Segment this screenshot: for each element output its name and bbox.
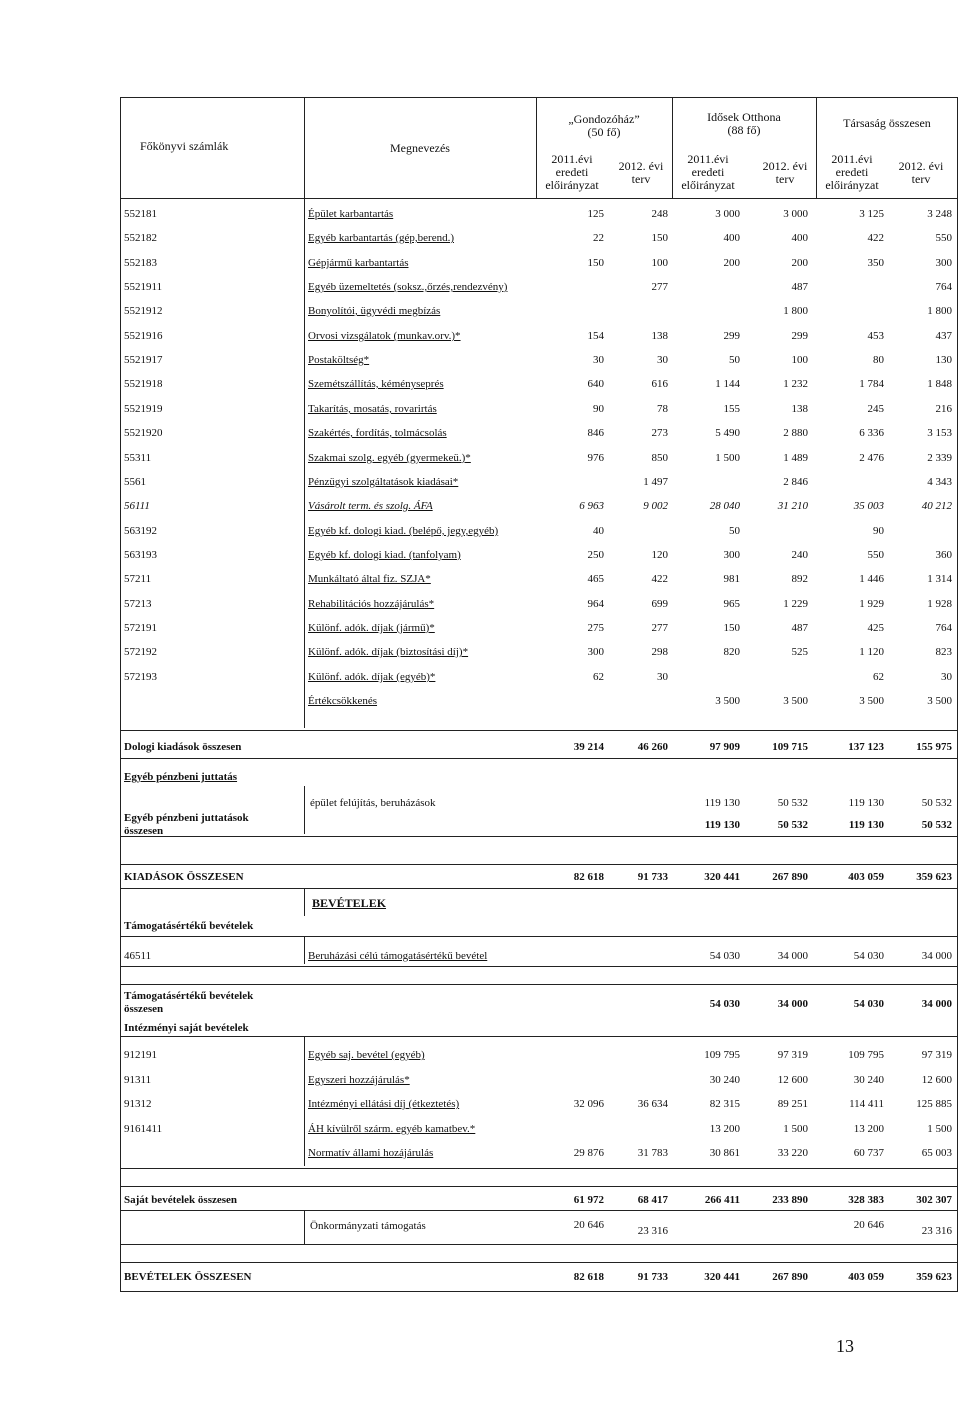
value-cell: 28 040	[709, 500, 740, 512]
value-cell: 32 096	[573, 1098, 604, 1110]
value-cell: 200	[791, 257, 808, 269]
subheader-year2: 2012. évi	[898, 159, 944, 173]
value-cell: 40	[593, 525, 604, 537]
egyeb-item: épület felújítás, beruházások	[310, 797, 436, 809]
subheader-year1: 2011.évi	[551, 152, 593, 166]
row-name: Rehabilitációs hozzájárulás*	[308, 598, 435, 610]
value-cell: 422	[867, 232, 884, 244]
value-cell: 892	[791, 573, 808, 585]
row-divider	[120, 888, 958, 889]
value-cell: 125 885	[916, 1098, 952, 1110]
account-code: 55311	[124, 452, 152, 464]
value-cell: 12 600	[921, 1074, 952, 1086]
value-cell: 1 314	[927, 573, 952, 585]
value-cell: 109 795	[704, 1049, 740, 1061]
row-name: Szakmai szolg. egyéb (gyermekeü.)*	[308, 452, 471, 464]
value-cell: 1 500	[927, 1123, 952, 1135]
subheader-year2: 2012. évi	[618, 159, 664, 173]
value-cell: 35 003	[853, 500, 884, 512]
value-cell: 109 795	[848, 1049, 884, 1061]
value-cell: 359 623	[916, 1271, 952, 1283]
value-cell: 61 972	[573, 1194, 604, 1206]
value-cell: 550	[867, 549, 884, 561]
row-name: Különf. adók. díjak (jármű)*	[308, 622, 435, 634]
value-cell: 1 800	[783, 305, 808, 317]
row-divider	[120, 758, 958, 759]
value-cell: 20 646	[853, 1219, 884, 1231]
value-cell: 23 316	[637, 1225, 668, 1237]
value-cell: 400	[723, 232, 740, 244]
account-code: 5521916	[124, 330, 163, 342]
tamogatas-heading: Támogatásértékű bevételek	[124, 920, 254, 932]
row-divider	[120, 864, 958, 865]
value-cell: 266 411	[704, 1194, 740, 1206]
value-cell: 273	[651, 427, 668, 439]
account-code: 552183	[124, 257, 157, 269]
value-cell: 34 000	[777, 998, 808, 1010]
row-name: ÁH kívülről szárm. egyéb kamatbev.*	[308, 1123, 476, 1135]
value-cell: 300	[723, 549, 740, 561]
value-cell: 1 144	[715, 378, 740, 390]
value-cell: 150	[587, 257, 604, 269]
value-cell: 764	[935, 622, 952, 634]
value-cell: 1 848	[927, 378, 952, 390]
value-cell: 2 846	[783, 476, 808, 488]
header-group1: „Gondozóház”	[568, 112, 640, 126]
value-cell: 155	[723, 403, 740, 415]
value-cell: 2 339	[927, 452, 952, 464]
value-cell: 425	[867, 622, 884, 634]
value-cell: 245	[867, 403, 884, 415]
value-cell: 1 497	[643, 476, 668, 488]
value-cell: 100	[791, 354, 808, 366]
value-cell: 359 623	[916, 871, 952, 883]
value-cell: 23 316	[921, 1225, 952, 1237]
row-name: Egyszeri hozzájárulás*	[308, 1074, 410, 1086]
value-cell: 1 800	[927, 305, 952, 317]
value-cell: 302 307	[916, 1194, 952, 1206]
value-cell: 54 030	[709, 950, 740, 962]
value-cell: 300	[935, 257, 952, 269]
value-cell: 78	[657, 403, 668, 415]
row-name: Vásárolt term. és szolg. ÁFA	[308, 500, 433, 512]
value-cell: 30	[657, 671, 668, 683]
value-cell: 119 130	[704, 819, 740, 831]
value-cell: 3 500	[859, 695, 884, 707]
row-name: Szemétszállítás, kéményseprés	[308, 378, 444, 390]
value-cell: 114 411	[849, 1098, 884, 1110]
value-cell: 640	[587, 378, 604, 390]
value-cell: 403 059	[848, 1271, 884, 1283]
value-cell: 82 618	[573, 871, 604, 883]
account-code: 9161411	[124, 1123, 163, 1135]
value-cell: 138	[651, 330, 668, 342]
value-cell: 965	[723, 598, 740, 610]
subheader-year1: előirányzat	[545, 178, 599, 192]
value-cell: 20 646	[573, 1219, 604, 1231]
intezmenyi-heading: Intézményi saját bevételek	[124, 1022, 249, 1034]
row-divider	[120, 1210, 958, 1211]
account-code: 563193	[124, 549, 157, 561]
value-cell: 30	[593, 354, 604, 366]
value-cell: 82 315	[709, 1098, 740, 1110]
value-cell: 34 000	[921, 950, 952, 962]
row-name: Postaköltség*	[308, 354, 370, 366]
subheader-year2: 2012. évi	[762, 159, 808, 173]
value-cell: 91 733	[637, 871, 668, 883]
value-cell: 400	[791, 232, 808, 244]
account-code: 5521919	[124, 403, 163, 415]
value-cell: 65 003	[921, 1147, 952, 1159]
value-cell: 328 383	[848, 1194, 884, 1206]
value-cell: 91 733	[637, 1271, 668, 1283]
value-cell: 403 059	[848, 871, 884, 883]
col-divider	[304, 936, 305, 964]
bevetelek-total-label: BEVÉTELEK ÖSSZESEN	[124, 1271, 252, 1283]
value-cell: 2 880	[783, 427, 808, 439]
value-cell: 54 030	[709, 998, 740, 1010]
value-cell: 616	[651, 378, 668, 390]
page-number: 13	[836, 1336, 854, 1356]
value-cell: 13 200	[853, 1123, 884, 1135]
value-cell: 97 319	[921, 1049, 952, 1061]
value-cell: 1 229	[783, 598, 808, 610]
col-divider	[304, 786, 305, 834]
row-divider	[120, 936, 958, 937]
value-cell: 1 500	[783, 1123, 808, 1135]
value-cell: 764	[935, 281, 952, 293]
account-code: 91312	[124, 1098, 152, 1110]
value-cell: 981	[723, 573, 740, 585]
value-cell: 267 890	[772, 871, 808, 883]
row-name: Különf. adók. díjak (egyéb)*	[308, 671, 436, 683]
value-cell: 275	[587, 622, 604, 634]
account-code: 57211	[124, 573, 152, 585]
value-cell: 216	[935, 403, 952, 415]
value-cell: 54 030	[853, 998, 884, 1010]
value-cell: 422	[651, 573, 668, 585]
value-cell: 850	[651, 452, 668, 464]
account-code: 57213	[124, 598, 152, 610]
col-divider	[304, 888, 305, 916]
value-cell: 30 240	[853, 1074, 884, 1086]
account-code: 912191	[124, 1049, 157, 1061]
row-divider	[120, 984, 958, 985]
value-cell: 90	[593, 403, 604, 415]
value-cell: 30	[657, 354, 668, 366]
account-code: 5521918	[124, 378, 163, 390]
subheader-year2: terv	[631, 172, 651, 186]
dologi-total-label: Dologi kiadások összesen	[124, 741, 242, 753]
value-cell: 154	[587, 330, 604, 342]
value-cell: 120	[651, 549, 668, 561]
row-name: Intézményi ellátási díj (étkeztetés)	[308, 1098, 460, 1110]
account-code: 91311	[124, 1074, 152, 1086]
value-cell: 22	[593, 232, 604, 244]
value-cell: 350	[867, 257, 884, 269]
col-divider	[304, 198, 305, 728]
row-divider	[120, 730, 958, 731]
account-code: 572192	[124, 646, 157, 658]
row-name: Munkáltató által fiz. SZJA*	[308, 573, 431, 585]
value-cell: 68 417	[637, 1194, 668, 1206]
header-account: Főkönyvi számlák	[140, 139, 229, 153]
value-cell: 100	[651, 257, 668, 269]
value-cell: 33 220	[777, 1147, 808, 1159]
header-group1-sub: (50 fő)	[587, 125, 621, 139]
value-cell: 82 618	[573, 1271, 604, 1283]
value-cell: 50 532	[777, 797, 808, 809]
value-cell: 846	[587, 427, 604, 439]
value-cell: 453	[867, 330, 884, 342]
value-cell: 50 532	[921, 797, 952, 809]
col-divider	[304, 1036, 305, 1166]
row-name: Normatív állami hozájárulás	[308, 1147, 434, 1159]
row-divider	[120, 1244, 958, 1245]
account-code: 552182	[124, 232, 157, 244]
value-cell: 125	[587, 208, 604, 220]
subheader-year1: előirányzat	[825, 178, 879, 192]
col-divider	[304, 1210, 305, 1244]
value-cell: 30 240	[709, 1074, 740, 1086]
row-divider	[120, 1168, 958, 1169]
header-group3: Társaság összesen	[843, 116, 931, 130]
value-cell: 50	[729, 354, 740, 366]
value-cell: 3 153	[927, 427, 952, 439]
egyeb-total-label: Egyéb pénzbeni juttatások	[124, 812, 249, 824]
account-code: 572191	[124, 622, 157, 634]
value-cell: 3 000	[715, 208, 740, 220]
row-name: Értékcsökkenés	[308, 695, 378, 707]
value-cell: 820	[723, 646, 740, 658]
subheader-year2: terv	[775, 172, 795, 186]
value-cell: 150	[651, 232, 668, 244]
account-code: 5521917	[124, 354, 163, 366]
value-cell: 54 030	[853, 950, 884, 962]
value-cell: 80	[873, 354, 884, 366]
row-name: Különf. adók. díjak (biztosítási díj)*	[308, 646, 469, 658]
account-code: 552181	[124, 208, 157, 220]
value-cell: 250	[587, 549, 604, 561]
value-cell: 62	[593, 671, 604, 683]
value-cell: 62	[873, 671, 884, 683]
row-name: Gépjármű karbantartás	[308, 257, 409, 269]
row-divider	[120, 966, 958, 967]
row-name: Épület karbantartás	[308, 208, 394, 220]
subheader-year1: előirányzat	[681, 178, 735, 192]
value-cell: 50 532	[921, 819, 952, 831]
tamogatas-name: Beruházási célú támogatásértékű bevétel	[308, 950, 488, 962]
row-divider	[120, 1036, 958, 1037]
value-cell: 3 248	[927, 208, 952, 220]
value-cell: 138	[791, 403, 808, 415]
value-cell: 155 975	[916, 741, 952, 753]
account-code: 5521911	[124, 281, 163, 293]
value-cell: 6 336	[859, 427, 884, 439]
egyeb-penzbeni-heading: Egyéb pénzbeni juttatás	[124, 771, 238, 783]
header-bottom	[120, 198, 958, 199]
value-cell: 3 000	[783, 208, 808, 220]
value-cell: 240	[791, 549, 808, 561]
tamogatas-acc: 46511	[124, 950, 152, 962]
value-cell: 964	[587, 598, 604, 610]
value-cell: 36 634	[637, 1098, 668, 1110]
value-cell: 823	[935, 646, 952, 658]
value-cell: 550	[935, 232, 952, 244]
value-cell: 248	[651, 208, 668, 220]
value-cell: 119 130	[848, 797, 884, 809]
header-group2-sub: (88 fő)	[727, 123, 761, 137]
value-cell: 1 446	[859, 573, 884, 585]
value-cell: 1 928	[927, 598, 952, 610]
value-cell: 31 210	[777, 500, 808, 512]
egyeb-total-label: összesen	[124, 825, 164, 837]
value-cell: 1 784	[859, 378, 884, 390]
value-cell: 277	[651, 622, 668, 634]
value-cell: 1 232	[783, 378, 808, 390]
account-code: 56111	[124, 500, 150, 512]
value-cell: 39 214	[573, 741, 604, 753]
value-cell: 119 130	[704, 797, 740, 809]
account-code: 572193	[124, 671, 157, 683]
value-cell: 5 490	[715, 427, 740, 439]
row-name: Egyéb üzemeltetés (soksz.,őrzés,rendezvény)	[308, 281, 508, 293]
row-name: Egyéb karbantartás (gép,berend.)	[308, 232, 454, 244]
row-name: Egyéb kf. dologi kiad. (tanfolyam)	[308, 549, 461, 561]
value-cell: 109 715	[772, 741, 808, 753]
row-divider	[120, 836, 958, 837]
row-name: Takarítás, mosatás, rovarirtás	[308, 403, 437, 415]
value-cell: 119 130	[848, 819, 884, 831]
value-cell: 34 000	[777, 950, 808, 962]
value-cell: 320 441	[704, 871, 740, 883]
value-cell: 60 737	[853, 1147, 884, 1159]
value-cell: 300	[587, 646, 604, 658]
value-cell: 3 500	[783, 695, 808, 707]
value-cell: 1 489	[783, 452, 808, 464]
row-name: Szakértés, fordítás, tolmácsolás	[308, 427, 447, 439]
value-cell: 4 343	[927, 476, 952, 488]
value-cell: 29 876	[573, 1147, 604, 1159]
row-name: Egyéb saj. bevétel (egyéb)	[308, 1049, 425, 1061]
subheader-year1: eredeti	[691, 165, 725, 179]
row-divider	[120, 1186, 958, 1187]
value-cell: 299	[791, 330, 808, 342]
value-cell: 31 783	[637, 1147, 668, 1159]
subheader-year1: 2011.évi	[687, 152, 729, 166]
row-name: Pénzügyi szolgáltatások kiadásai*	[308, 476, 459, 488]
value-cell: 699	[651, 598, 668, 610]
value-cell: 1 120	[859, 646, 884, 658]
value-cell: 487	[791, 622, 808, 634]
tamogatas-total-label: Támogatásértékű bevételek	[124, 990, 254, 1002]
value-cell: 320 441	[704, 1271, 740, 1283]
onkormanyzati-name: Önkormányzati támogatás	[310, 1220, 426, 1232]
kiadasok-total-label: KIADÁSOK ÖSSZESEN	[124, 871, 244, 883]
value-cell: 97 319	[777, 1049, 808, 1061]
subheader-year1: 2011.évi	[831, 152, 873, 166]
value-cell: 437	[935, 330, 952, 342]
account-code: 563192	[124, 525, 157, 537]
subheader-year1: eredeti	[555, 165, 589, 179]
value-cell: 137 123	[848, 741, 884, 753]
value-cell: 3 500	[715, 695, 740, 707]
value-cell: 12 600	[777, 1074, 808, 1086]
value-cell: 976	[587, 452, 604, 464]
account-code: 5561	[124, 476, 146, 488]
value-cell: 34 000	[921, 998, 952, 1010]
value-cell: 2 476	[859, 452, 884, 464]
value-cell: 233 890	[772, 1194, 808, 1206]
value-cell: 487	[791, 281, 808, 293]
subheader-year2: terv	[911, 172, 931, 186]
header-name: Megnevezés	[390, 141, 450, 155]
value-cell: 50 532	[777, 819, 808, 831]
bevetelek-heading: BEVÉTELEK	[312, 896, 387, 910]
row-divider	[120, 1262, 958, 1263]
subheader-year1: eredeti	[835, 165, 869, 179]
value-cell: 6 963	[579, 500, 604, 512]
value-cell: 267 890	[772, 1271, 808, 1283]
value-cell: 299	[723, 330, 740, 342]
value-cell: 3 125	[859, 208, 884, 220]
value-cell: 150	[723, 622, 740, 634]
value-cell: 90	[873, 525, 884, 537]
row-name: Orvosi vizsgálatok (munkav.orv.)*	[308, 330, 461, 342]
header-group2: Idősek Otthona	[707, 110, 781, 124]
value-cell: 465	[587, 573, 604, 585]
value-cell: 298	[651, 646, 668, 658]
value-cell: 1 500	[715, 452, 740, 464]
header-divider	[304, 97, 305, 198]
value-cell: 30	[941, 671, 952, 683]
sajat-total-label: Saját bevételek összesen	[124, 1194, 238, 1206]
value-cell: 525	[791, 646, 808, 658]
value-cell: 200	[723, 257, 740, 269]
value-cell: 46 260	[637, 741, 668, 753]
value-cell: 50	[729, 525, 740, 537]
value-cell: 360	[935, 549, 952, 561]
value-cell: 97 909	[709, 741, 740, 753]
row-name: Egyéb kf. dologi kiad. (belépő, jegy,egyéb)	[308, 525, 499, 537]
tamogatas-total-label: összesen	[124, 1003, 164, 1015]
value-cell: 40 212	[921, 500, 952, 512]
value-cell: 1 929	[859, 598, 884, 610]
value-cell: 130	[935, 354, 952, 366]
value-cell: 30 861	[709, 1147, 740, 1159]
row-name: Bonyolítói, ügyvédi megbízás	[308, 305, 441, 317]
value-cell: 89 251	[777, 1098, 808, 1110]
value-cell: 277	[651, 281, 668, 293]
value-cell: 9 002	[643, 500, 668, 512]
value-cell: 3 500	[927, 695, 952, 707]
account-code: 5521920	[124, 427, 163, 439]
account-code: 5521912	[124, 305, 163, 317]
value-cell: 13 200	[709, 1123, 740, 1135]
